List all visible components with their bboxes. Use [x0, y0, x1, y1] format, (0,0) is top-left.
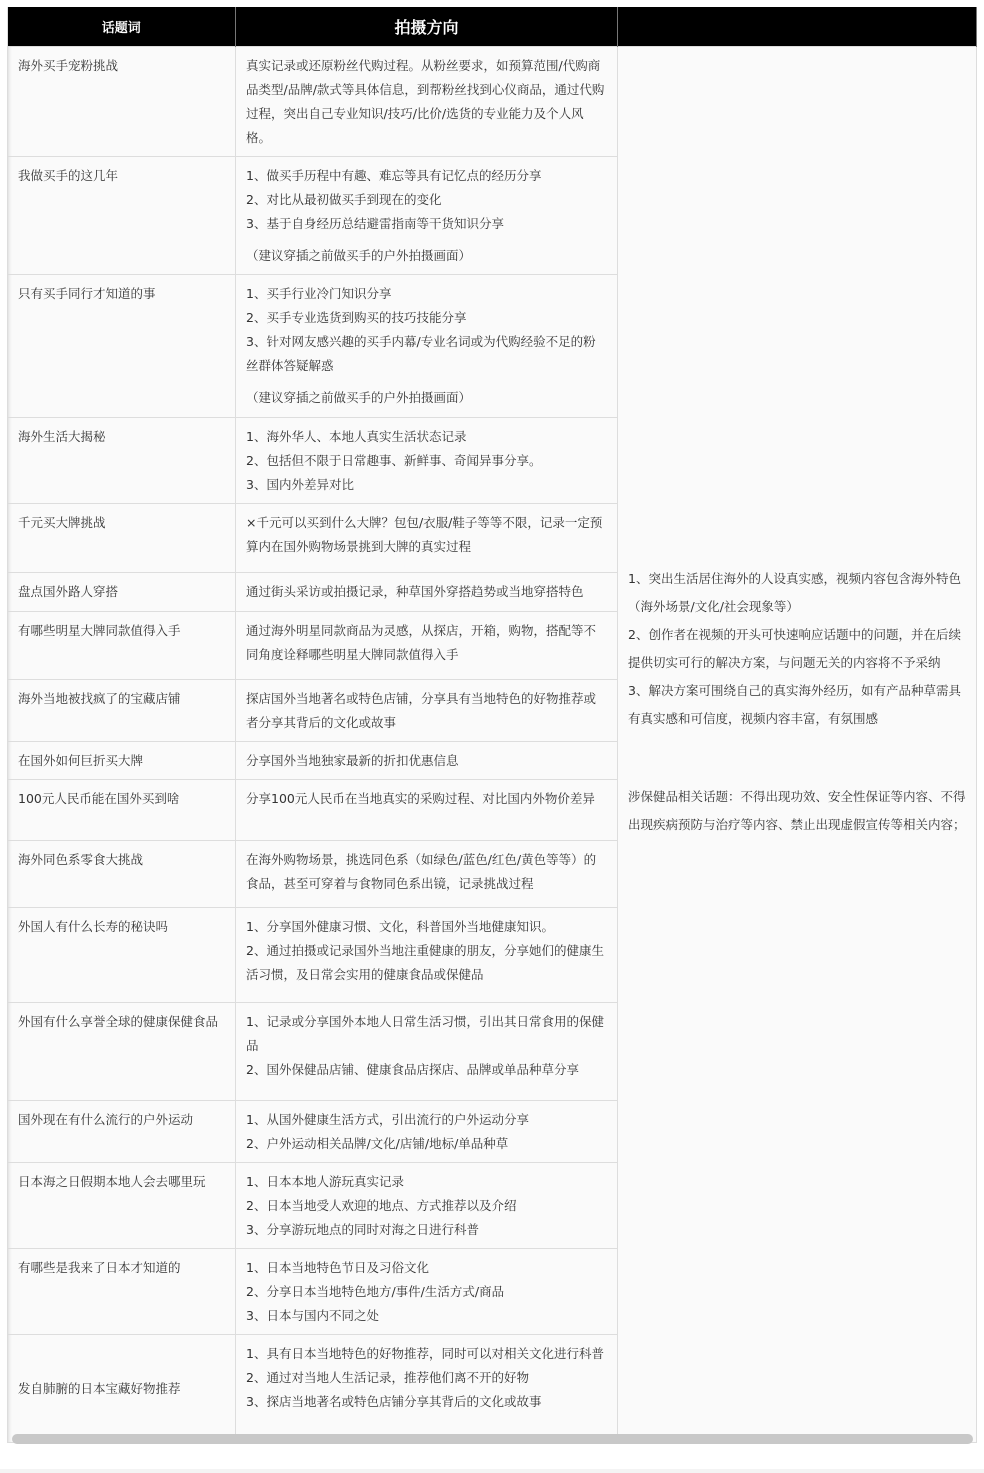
- topic-cell: 只有买手同行才知道的事: [8, 275, 236, 418]
- direction-line: 3、探店当地著名或特色店铺分享其背后的文化或故事: [246, 1394, 542, 1409]
- direction-cell: [236, 1163, 618, 1249]
- direction-cell: [236, 504, 618, 573]
- topic-cell: 海外当地被找疯了的宝藏店铺: [8, 680, 236, 742]
- direction-line: 在海外购物场景，挑选同色系（如绿色/蓝色/红色/黄色等等）的食品，甚至可穿着与食物同色系出镜，记录挑战过程: [246, 852, 597, 891]
- header-topic: 话题词: [8, 7, 236, 47]
- direction-line: 2、包括但不限于日常趣事、新鲜事、奇闻异事分享。: [246, 453, 542, 468]
- header-requirements: [618, 7, 977, 47]
- table-row: [8, 47, 977, 157]
- direction-line: ×千元可以买到什么大牌？包包/衣服/鞋子等等不限，记录一定预算内在国外购物场景挑到大牌的真实过程: [246, 515, 603, 554]
- direction-line: 2、对比从最初做买手到现在的变化: [246, 192, 442, 207]
- horizontal-scrollbar[interactable]: [12, 1434, 973, 1444]
- requirements-list: [628, 47, 966, 839]
- direction-line: 1、海外华人、本地人真实生活状态记录: [246, 429, 467, 444]
- direction-line: 1、具有日本当地特色的好物推荐，同时可以对相关文化进行科普: [246, 1346, 604, 1361]
- direction-cell: [236, 908, 618, 1003]
- direction-line: 分享国外当地独家最新的折扣优惠信息: [246, 753, 459, 768]
- requirement-item: 2、创作者在视频的开头可快速响应话题中的问题，并在后续提供切实可行的解决方案，与问题无关的内容将不予采纳: [628, 627, 961, 670]
- direction-line: 2、国外保健品店铺、健康食品店探店、品牌或单品种草分享: [246, 1062, 579, 1077]
- direction-line: 通过海外明星同款商品为灵感，从探店，开箱，购物，搭配等不同角度诠释哪些明星大牌同款值得入手: [246, 623, 597, 662]
- topic-cell: 海外买手宠粉挑战: [8, 47, 236, 157]
- direction-line: 3、分享游玩地点的同时对海之日进行科普: [246, 1222, 479, 1237]
- direction-cell: [236, 680, 618, 742]
- direction-line: 通过街头采访或拍摄记录，种草国外穿搭趋势或当地穿搭特色: [246, 584, 584, 599]
- direction-line: 1、日本本地人游玩真实记录: [246, 1174, 404, 1189]
- topic-cell: 我做买手的这几年: [8, 157, 236, 275]
- topic-cell: 国外现在有什么流行的户外运动: [8, 1101, 236, 1163]
- topic-cell: 外国人有什么长寿的秘诀吗: [8, 908, 236, 1003]
- direction-cell: [236, 275, 618, 418]
- topic-cell: 千元买大牌挑战: [8, 504, 236, 573]
- direction-line: 2、分享日本当地特色地方/事件/生活方式/商品: [246, 1284, 505, 1299]
- topic-table: [7, 7, 977, 1443]
- direction-cell: [236, 780, 618, 841]
- page-bottom-divider: [0, 1469, 984, 1473]
- direction-line: 2、户外运动相关品牌/文化/店铺/地标/单品种草: [246, 1136, 509, 1151]
- header-direction: 拍摄方向: [236, 7, 618, 47]
- direction-line: 3、基于自身经历总结避雷指南等干货知识分享: [246, 216, 504, 231]
- direction-cell: [236, 157, 618, 275]
- topic-table-container: [7, 7, 976, 1443]
- direction-line: 2、日本当地受人欢迎的地点、方式推荐以及介绍: [246, 1198, 517, 1213]
- topic-cell: 海外生活大揭秘: [8, 418, 236, 504]
- direction-line: 真实记录或还原粉丝代购过程。从粉丝要求，如预算范围/代购商品类型/品牌/款式等具体信息，到帮粉丝找到心仪商品，通过代购过程，突出自己专业知识/技巧/比价/选货的专业能力及个人风格。: [246, 58, 605, 145]
- direction-cell: [236, 418, 618, 504]
- direction-line: 2、买手专业选货到购买的技巧技能分享: [246, 310, 467, 325]
- direction-cell: [236, 1335, 618, 1443]
- topic-cell: 发自肺腑的日本宝藏好物推荐: [8, 1335, 236, 1443]
- direction-cell: [236, 47, 618, 157]
- direction-cell: [236, 1003, 618, 1101]
- direction-line: 1、买手行业冷门知识分享: [246, 286, 392, 301]
- direction-line: 1、做买手历程中有趣、难忘等具有记忆点的经历分享: [246, 168, 542, 183]
- direction-note: （建议穿插之前做买手的户外拍摄画面）: [246, 390, 472, 405]
- topic-cell: 日本海之日假期本地人会去哪里玩: [8, 1163, 236, 1249]
- direction-line: 1、记录或分享国外本地人日常生活习惯，引出其日常食用的保健品: [246, 1014, 604, 1053]
- topic-cell: 盘点国外路人穿搭: [8, 573, 236, 612]
- direction-cell: [236, 612, 618, 680]
- direction-line: 1、分享国外健康习惯、文化，科普国外当地健康知识。: [246, 919, 554, 934]
- direction-cell: [236, 573, 618, 612]
- direction-line: 2、通过对当地人生活记录，推荐他们离不开的好物: [246, 1370, 529, 1385]
- direction-line: 分享100元人民币在当地真实的采购过程、对比国内外物价差异: [246, 791, 595, 806]
- topic-cell: 100元人民币能在国外买到啥: [8, 780, 236, 841]
- direction-cell: [236, 841, 618, 908]
- requirement-item: 1、突出生活居住海外的人设真实感，视频内容包含海外特色（海外场景/文化/社会现象等）: [628, 571, 961, 614]
- health-product-note: 涉保健品相关话题：不得出现功效、安全性保证等内容、不得出现疾病预防与治疗等内容、禁止出现虚假宣传等相关内容；: [628, 789, 966, 832]
- topic-cell: 外国有什么享誉全球的健康保健食品: [8, 1003, 236, 1101]
- direction-line: 3、针对网友感兴趣的买手内幕/专业名词或为代购经验不足的粉丝群体答疑解惑: [246, 334, 596, 373]
- direction-line: 2、通过拍摄或记录国外当地注重健康的朋友，分享她们的健康生活习惯，及日常会实用的健康食品或保健品: [246, 943, 604, 982]
- direction-cell: [236, 1249, 618, 1335]
- table-header-row: [8, 7, 977, 47]
- requirement-item: 3、解决方案可围绕自己的真实海外经历，如有产品种草需具有真实感和可信度，视频内容丰富，有氛围感: [628, 683, 961, 726]
- direction-line: 1、日本当地特色节日及习俗文化: [246, 1260, 429, 1275]
- topic-cell: 有哪些是我来了日本才知道的: [8, 1249, 236, 1335]
- direction-line: 1、从国外健康生活方式，引出流行的户外运动分享: [246, 1112, 529, 1127]
- topic-cell: 在国外如何巨折买大牌: [8, 742, 236, 780]
- direction-cell: [236, 742, 618, 780]
- direction-line: 探店国外当地著名或特色店铺，分享具有当地特色的好物推荐或者分享其背后的文化或故事: [246, 691, 597, 730]
- topic-cell: 有哪些明星大牌同款值得入手: [8, 612, 236, 680]
- direction-cell: [236, 1101, 618, 1163]
- direction-note: （建议穿插之前做买手的户外拍摄画面）: [246, 248, 472, 263]
- direction-line: 3、国内外差异对比: [246, 477, 354, 492]
- direction-line: 3、日本与国内不同之处: [246, 1308, 379, 1323]
- topic-cell: 海外同色系零食大挑战: [8, 841, 236, 908]
- requirements-cell: [618, 47, 977, 1443]
